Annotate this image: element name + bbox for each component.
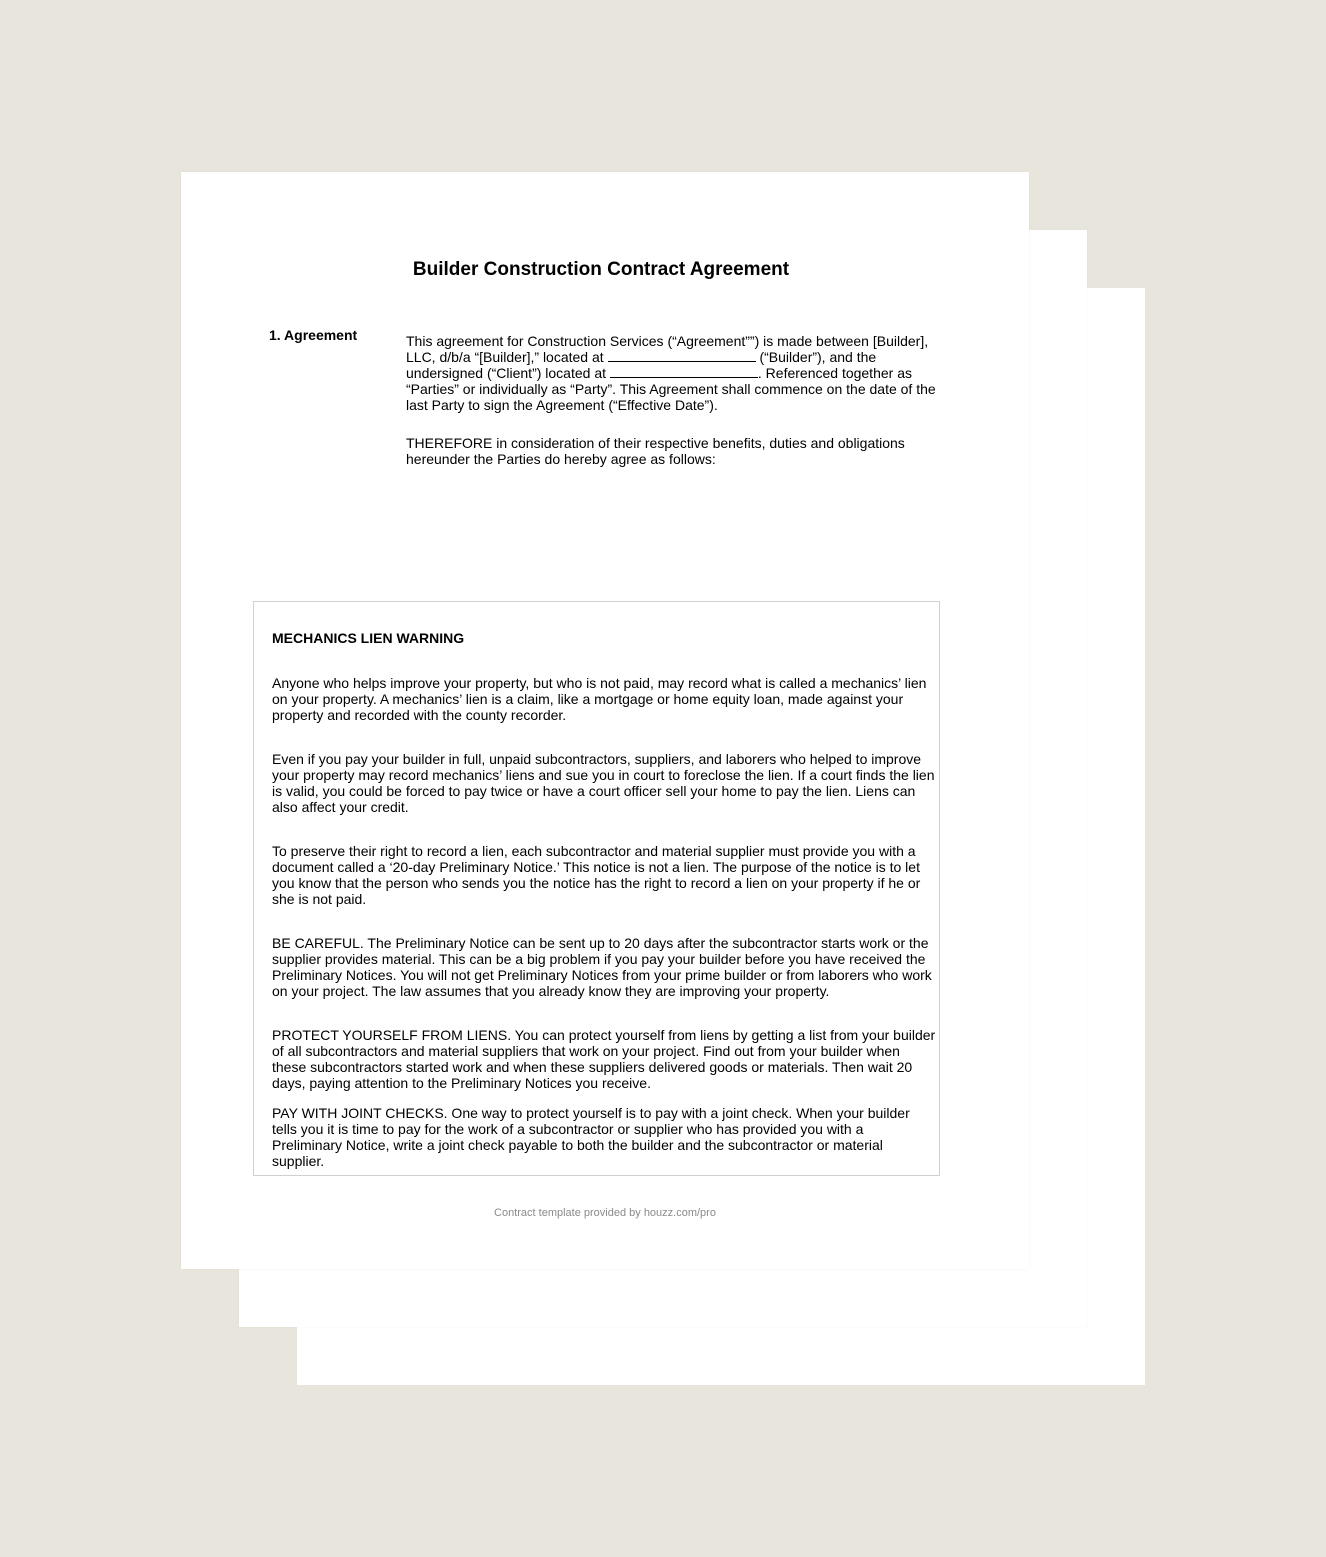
warning-paragraph: To preserve their right to record a lien, each subcontractor and material supplier must provide you with a document called a ‘20-day Preliminary Notice.’ This notice is not a lien. The purpose of the notice is to let you know that the person who sends you the notice has the right to record a lien on your property if he or she is not paid. [272,843,921,907]
therefore-paragraph: THEREFORE in consideration of their respective benefits, duties and obligations hereunder the Parties do hereby agree as follows: [406,435,905,467]
warning-paragraph: BE CAREFUL. The Preliminary Notice can be sent up to 20 days after the subcontractor starts work or the supplier provides material. This can be a big problem if you pay your builder before you have received the Preliminary Notices. You will not get Preliminary Notices from your prime builder or from laborers who work on your project. The law assumes that you already know they are improving your property. [272,935,932,999]
agreement-paragraph: This agreement for Construction Services (“Agreement””) is made between [Builder], LLC, d/b/a “[Builder],” located at (“Builder”), and the undersigned (“Client”) located at . Referenced together as “Parties” or individually as “Party”. This Agreement shall commence on the date of the last Party to sign the Agreement (“Effective Date”). [406,333,936,413]
client-address-blank [610,366,758,378]
warning-paragraph: Anyone who helps improve your property, but who is not paid, may record what is called a mechanics’ lien on your property. A mechanics’ lien is a claim, like a mortgage or home equity loan, made against your property and recorded with the county recorder. [272,675,927,723]
mechanics-lien-warning-box [253,601,940,1176]
document-page [181,172,1029,1269]
agreement-section-body [406,333,941,489]
footer-note: Contract template provided by houzz.com/pro [494,1207,716,1219]
builder-address-blank [608,350,756,362]
warning-paragraph: Even if you pay your builder in full, unpaid subcontractors, suppliers, and laborers who helped to improve your property may record mechanics’ liens and sue you in court to foreclose the lien. If a court finds the lien is valid, you could be forced to pay twice or have a court officer sell your home to pay the lien. Liens can also affect your credit. [272,751,935,815]
warning-paragraph: PAY WITH JOINT CHECKS. One way to protect yourself is to pay with a joint check. When your builder tells you it is time to pay for the work of a subcontractor or supplier who has provided you with a Preliminary Notice, write a joint check payable to both the builder and the subcontractor or material supplier. [272,1105,910,1169]
warning-paragraph: PROTECT YOURSELF FROM LIENS. You can protect yourself from liens by getting a list from your builder of all subcontractors and material suppliers that work on your project. Find out from your builder when these subcontractors started work and when these suppliers delivered goods or materials. Then wait 20 days, paying attention to the Preliminary Notices you receive. [272,1027,936,1091]
section-label-agreement: 1. Agreement [269,327,358,343]
warning-heading: MECHANICS LIEN WARNING [272,630,465,646]
document-title: Builder Construction Contract Agreement [412,259,790,280]
